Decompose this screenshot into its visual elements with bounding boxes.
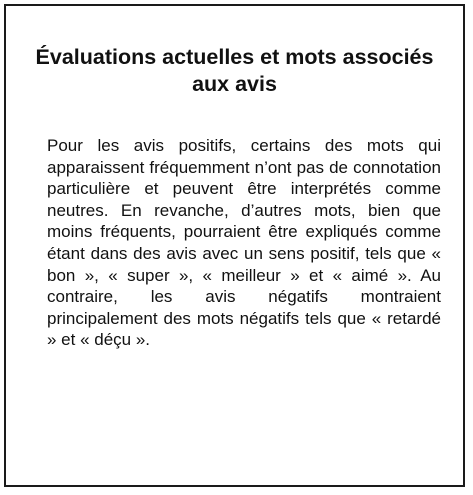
document-title: Évaluations actuelles et mots associés aux avis [35,45,434,96]
document-paragraph: Pour les avis positifs, certains des mots qui apparaissent fréquemment n’ont pas de connotation particulière et peuvent être interprétés comme neutres. En revanche, d’autres mots, bien que moins fréquents, pourraient être expliqués comme étant dans des avis avec un sens positif, tels que « bon », « super », « meilleur » et « aimé ». Au contraire, les avis négatifs montraient principalement des mots négatifs tels que « retardé » et « déçu ». [47,136,441,350]
document-card [4,4,465,487]
